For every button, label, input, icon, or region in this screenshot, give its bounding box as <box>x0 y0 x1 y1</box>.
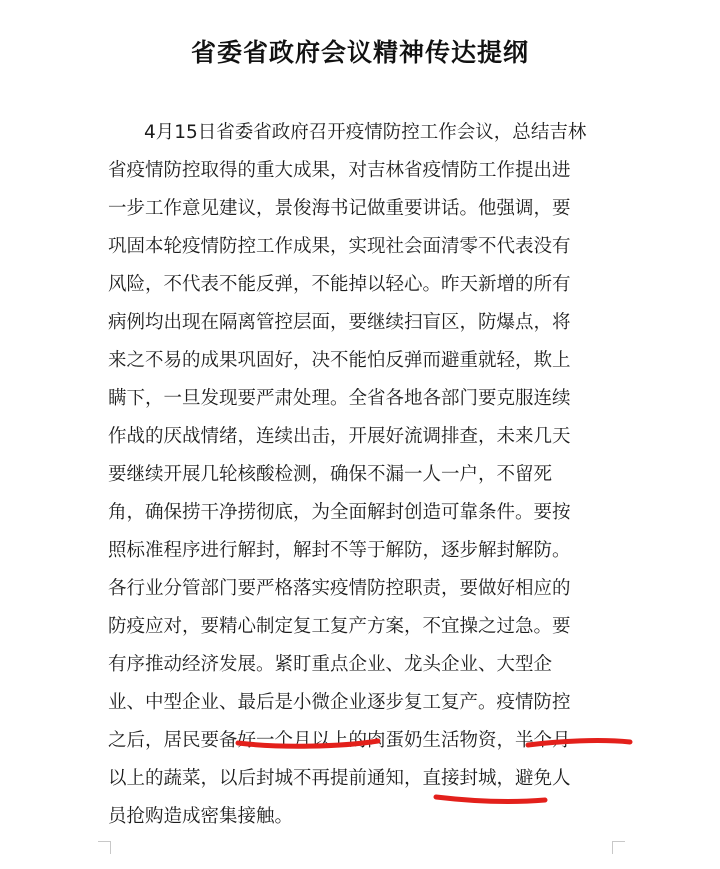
document-title: 省委省政府会议精神传达提纲 <box>190 38 529 67</box>
page-corner-mark <box>612 841 625 854</box>
body-line: 以上的蔬菜，以后封城不再提前通知，直接封城，避免人 <box>108 768 571 789</box>
body-line: 作战的厌战情绪，连续出击，开展好流调排查，未来几天 <box>108 426 571 447</box>
body-line: 业、中型企业、最后是小微企业逐步复工复产。疫情防控 <box>108 692 571 713</box>
page-corner-mark <box>98 841 111 854</box>
body-line: 防疫应对，要精心制定复工复产方案，不宜操之过急。要 <box>108 616 571 637</box>
body-line: 风险，不代表不能反弹，不能掉以轻心。昨天新增的所有 <box>108 274 571 295</box>
body-line: 瞒下，一旦发现要严肃处理。全省各地各部门要克服连续 <box>108 388 571 409</box>
body-line: 有序推动经济发展。紧盯重点企业、龙头企业、大型企 <box>108 654 553 675</box>
body-line: 要继续开展几轮核酸检测，确保不漏一人一户，不留死 <box>108 464 553 485</box>
document-body <box>108 114 628 836</box>
body-line: 4月15日省委省政府召开疫情防控工作会议，总结吉林 <box>144 122 587 143</box>
body-line: 一步工作意见建议，景俊海书记做重要讲话。他强调，要 <box>108 198 571 219</box>
body-line: 之后，居民要备好一个月以上的肉蛋奶生活物资，半个月 <box>108 730 571 751</box>
body-line: 各行业分管部门要严格落实疫情防控职责，要做好相应的 <box>108 578 571 599</box>
body-line: 来之不易的成果巩固好，决不能怕反弹而避重就轻，欺上 <box>108 350 571 371</box>
body-line: 省疫情防控取得的重大成果，对吉林省疫情防工作提出进 <box>108 160 571 181</box>
body-line: 角，确保捞干净捞彻底，为全面解封创造可靠条件。要按 <box>108 502 571 523</box>
body-line: 员抢购造成密集接触。 <box>108 806 294 827</box>
body-line: 病例均出现在隔离管控层面，要继续扫盲区，防爆点，将 <box>108 312 571 333</box>
body-line: 照标准程序进行解封，解封不等于解防，逐步解封解防。 <box>108 540 571 561</box>
body-line: 巩固本轮疫情防控工作成果，实现社会面清零不代表没有 <box>108 236 571 257</box>
